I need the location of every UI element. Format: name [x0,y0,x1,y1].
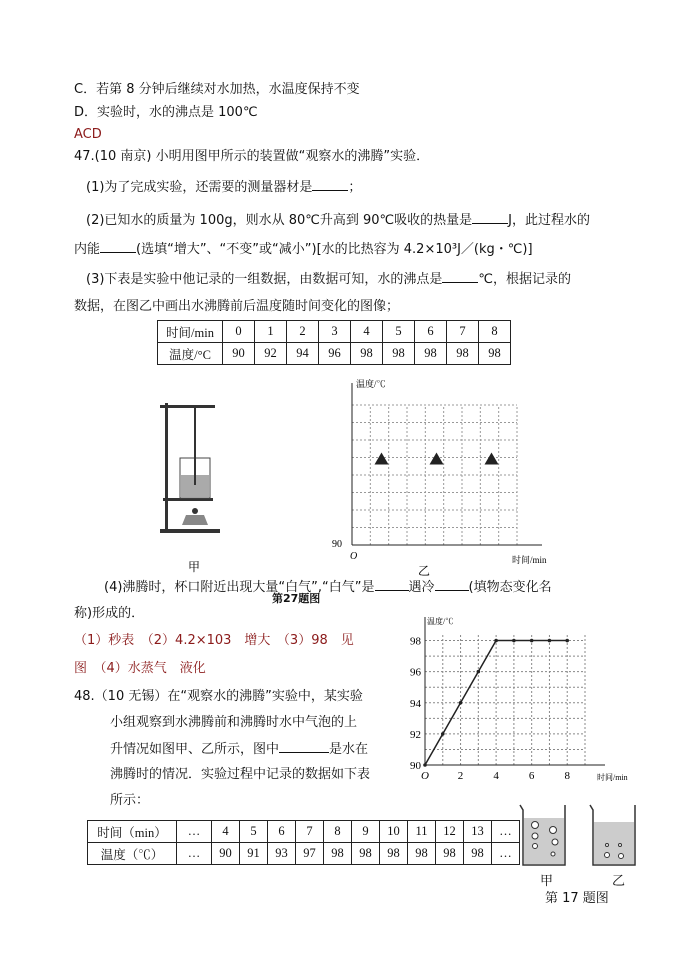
text: ； [348,180,362,195]
answer-47-line2: 图 （4）水蒸气 液化 [74,661,206,676]
x-tick-label: O [421,770,429,782]
y-tick-label: 96 [410,666,421,679]
label-jia: 甲 [188,560,201,574]
question-47-part4-cont: 称)形成的． [74,606,145,621]
y-tick-label: 92 [410,728,421,741]
cell: 3 [319,321,351,343]
y-origin-label: 90 [332,539,342,550]
cell: … [177,821,212,843]
data-point [548,639,552,643]
cell: 7 [296,821,324,843]
cell: … [177,843,212,865]
apparatus-jia-figure [160,395,240,575]
question-48-title: 48.（10 无锡）在“观察水的沸腾”实验中，某实验 [74,689,363,704]
row-label: 时间/min [158,321,223,343]
cell: 92 [255,343,287,365]
cell: 90 [223,343,255,365]
answer-blank[interactable] [279,740,329,753]
cell: 8 [324,821,352,843]
y-axis-label: 温度/℃ [356,379,386,389]
cell: 0 [223,321,255,343]
cell: 90 [212,843,240,865]
cell: 96 [319,343,351,365]
text: 升情况如图甲、乙所示，图中 [110,742,280,757]
data-point [441,732,445,736]
text: (选填“增大”、“不变”或“减小”)[水的比热容为 4.2×10³J／(kg・℃)] [136,242,533,257]
x-tick-label: 4 [493,770,499,782]
cell: 97 [296,843,324,865]
row-label: 温度/°C [158,343,223,365]
data-point [477,670,481,674]
question-47-part3-cont: 数据，在图乙中画出水沸腾前后温度随时间变化的图像； [74,299,400,314]
cell: 8 [479,321,511,343]
triangle-marker [430,453,444,465]
figure-17-caption: 第 17 题图 [545,891,609,906]
cell: 98 [324,843,352,865]
question-48-line3 [110,740,368,759]
cell: 91 [240,843,268,865]
text: ℃，根据记录的 [478,272,572,287]
question-48-line2: 小组观察到水沸腾前和沸腾时水中气泡的上 [110,715,358,730]
figure-27-caption: 第27题图 [272,592,321,605]
text: 内能 [74,242,101,257]
cell: 7 [447,321,479,343]
x-tick-label: 6 [528,770,535,782]
text: (3)下表是实验中他记录的一组数据，由数据可知，水的沸点是 [86,272,443,287]
y-axis-label: 温度/℃ [427,617,454,626]
cell: 4 [212,821,240,843]
text: (填物态变化名 [468,580,552,595]
cell: 5 [383,321,415,343]
beaker-label-jia: 甲 [540,874,554,889]
y-tick-label: 90 [410,760,421,772]
cell: 2 [287,321,319,343]
data-point [423,763,427,767]
cell: 98 [415,343,447,365]
text: J，此过程水的 [508,213,591,228]
question-47-title: 47.(10 南京) 小明用图甲所示的装置做“观察水的沸腾”实验． [74,149,430,164]
cell: 10 [380,821,408,843]
origin-label: O [350,551,358,562]
table-row [88,843,520,865]
x-tick-label: 8 [564,770,570,782]
cell: 98 [383,343,415,365]
x-tick-label: 2 [457,770,464,782]
row-label: 时间（min） [88,821,177,843]
answer-blank[interactable] [312,178,348,191]
cell: 98 [352,843,380,865]
cell: 9 [352,821,380,843]
cell: 98 [447,343,479,365]
cell: 98 [380,843,408,865]
cell: 5 [240,821,268,843]
label-yi: 乙 [418,564,431,578]
option-d: D．实验时，水的沸点是 100℃ [74,105,258,120]
data-table-48 [87,820,520,865]
cell: 93 [268,843,296,865]
cell: 98 [351,343,383,365]
data-point [565,639,569,643]
answer-47-line1: （1）秒表 （2）4.2×103 增大 （3）98 见 [74,633,354,648]
question-47-part1 [86,178,361,197]
cell: … [492,843,520,865]
text: 遇冷 [408,580,435,595]
question-47-part2-cont [74,240,533,259]
option-c: C．若第 8 分钟后继续对水加热，水温度保持不变 [74,82,360,97]
answer-temperature-chart [390,615,630,785]
answer-blank[interactable] [435,578,469,591]
cell: 94 [287,343,319,365]
x-axis-label: 时间/min [512,555,547,565]
answer-blank[interactable] [472,211,508,224]
table-row [88,821,520,843]
text: (4)沸腾时，杯口附近出现大量“白气”,“白气”是 [104,580,375,595]
text: (1)为了完成实验，还需要的测量器材是 [86,180,313,195]
text: (2)已知水的质量为 100g，则水从 80℃升高到 90℃吸收的热量是 [86,213,473,228]
data-point [494,639,498,643]
answer-blank[interactable] [442,270,478,283]
cell: 98 [408,843,436,865]
row-label: 温度（℃） [88,843,177,865]
cell: 4 [351,321,383,343]
cell: 6 [415,321,447,343]
triangle-marker [485,453,499,465]
text: 是水在 [329,742,369,757]
cell: … [492,821,520,843]
cell: 98 [464,843,492,865]
answer-46: ACD [74,127,102,142]
y-tick-label: 98 [410,635,421,648]
question-47-part4 [104,578,552,597]
cell: 11 [408,821,436,843]
x-axis-label: 时间/min [597,773,628,782]
data-point [530,639,534,643]
triangle-marker [375,453,389,465]
data-point [459,701,463,705]
cell: 1 [255,321,287,343]
y-tick-label: 94 [410,697,421,710]
empty-graph-yi [330,375,570,585]
cell: 98 [436,843,464,865]
question-48-line4: 沸腾时的情况．实验过程中记录的数据如下表 [110,767,371,782]
question-47-part2 [86,211,590,230]
cell: 6 [268,821,296,843]
data-table-47 [157,320,511,365]
beaker-label-yi: 乙 [612,874,626,889]
question-47-part3 [86,270,571,289]
data-point [512,639,516,643]
cell: 98 [479,343,511,365]
cell: 12 [436,821,464,843]
answer-blank[interactable] [375,578,409,591]
question-48-line5: 所示： [110,793,150,808]
answer-blank[interactable] [100,240,136,253]
cell: 13 [464,821,492,843]
